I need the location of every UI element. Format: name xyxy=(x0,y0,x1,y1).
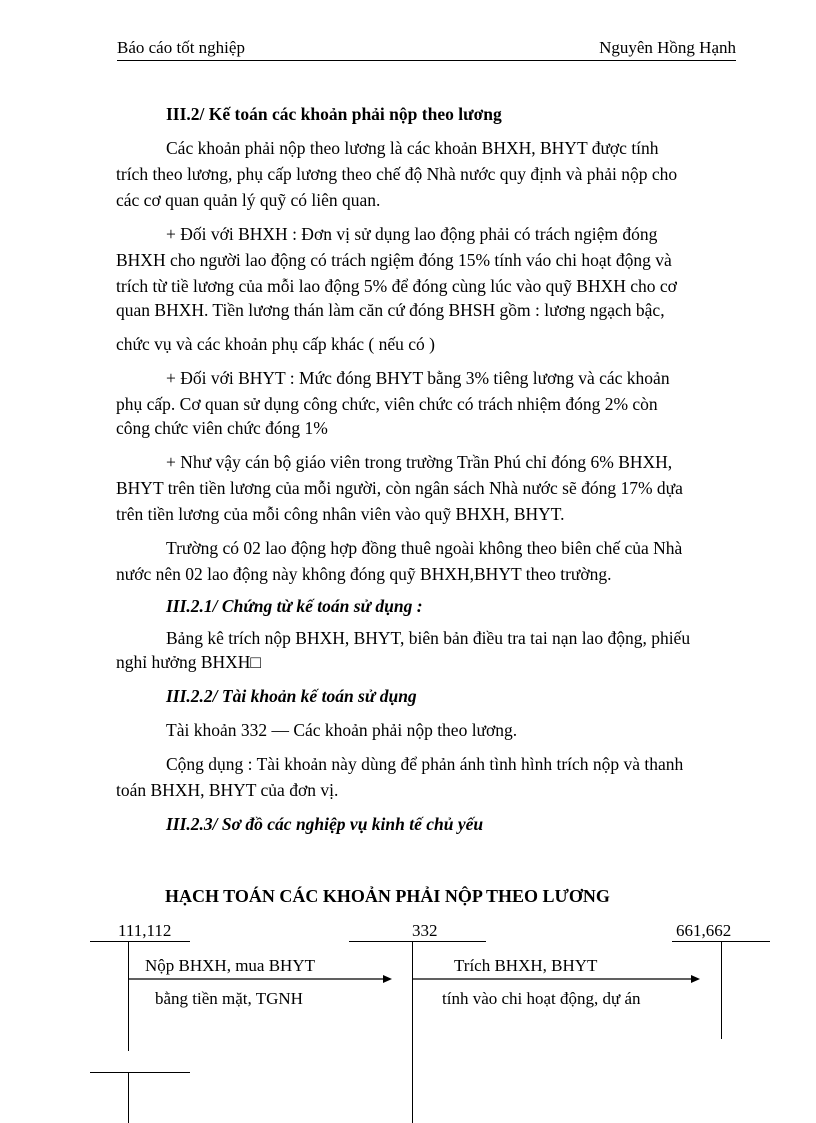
account-middle-hline xyxy=(349,941,486,942)
account-left-lower-hline xyxy=(90,1072,190,1073)
summary-line-1: + Như vậy cán bộ giáo viên trong trường Trần Phú chỉ đóng 6% BHXH, xyxy=(166,452,673,472)
account-right-vline xyxy=(721,941,722,1039)
bhxh-line-3: trích từ tiề lương của mỗi lao động 5% để đóng cùng lúc vào quỹ BHXH cho cơ xyxy=(116,276,677,296)
account-right-label: 661,662 xyxy=(676,921,732,940)
arrow1-label-line-1: Nộp BHXH, mua BHYT xyxy=(145,956,315,975)
summary-line-3: trên tiền lương của mỗi công nhân viên vào quỹ BHXH, BHYT. xyxy=(116,504,565,524)
contract-line-2: nước nên 02 lao động này không đóng quỹ BHXH,BHYT theo trường. xyxy=(116,564,612,584)
account-left-vline xyxy=(128,941,129,1051)
section-heading: III.2/ Kế toán các khoản phải nộp theo lương xyxy=(166,104,502,124)
intro-line-2: trích theo lương, phụ cấp lương theo chế độ Nhà nước quy định và phải nộp cho xyxy=(116,164,678,184)
header-right: Nguyên Hồng Hạnh xyxy=(599,38,736,57)
header-divider xyxy=(117,60,736,61)
bhxh-line-4: quan BHXH. Tiền lương thán làm căn cứ đóng BHSH gồm : lương ngạch bậc, xyxy=(116,300,665,320)
account-middle-vline xyxy=(412,941,413,1123)
bhyt-line-1: + Đối với BHYT : Mức đóng BHYT bằng 3% tiêng lương và các khoản xyxy=(166,368,670,388)
bhyt-line-3: công chức viên chức đóng 1% xyxy=(116,418,328,438)
arrow2-arrow-icon xyxy=(412,973,700,985)
sub3-heading: III.2.3/ Sơ đồ các nghiệp vụ kinh tế chủ yếu xyxy=(166,814,484,834)
bhxh-line-2: BHXH cho người lao động có trách ngiệm đóng 15% tính váo chi hoạt động và xyxy=(116,250,672,270)
sub2-account: Tài khoản 332 — Các khoản phải nộp theo lương. xyxy=(166,720,518,740)
sub2-usage-line-2: toán BHXH, BHYT của đơn vị. xyxy=(116,780,339,800)
arrow1-arrow-icon xyxy=(128,973,392,985)
arrow2-label-line-2: tính vào chi hoạt động, dự án xyxy=(442,989,641,1008)
sub1-line-1: Bảng kê trích nộp BHXH, BHYT, biên bản điều tra tai nạn lao động, phiếu xyxy=(166,628,691,648)
bhyt-line-2: phụ cấp. Cơ quan sử dụng công chức, viên chức có trách nhiệm đóng 2% còn xyxy=(116,394,658,414)
intro-line-1: Các khoản phải nộp theo lương là các khoản BHXH, BHYT được tính xyxy=(166,138,659,158)
contract-line-1: Trường có 02 lao động hợp đồng thuê ngoài không theo biên chế của Nhà xyxy=(166,538,683,558)
arrow2-label-line-1: Trích BHXH, BHYT xyxy=(454,956,598,975)
bhxh-line-5: chức vụ và các khoản phụ cấp khác ( nếu có ) xyxy=(116,334,435,354)
sub2-usage-line-1: Cộng dụng : Tài khoản này dùng để phản ánh tình hình trích nộp và thanh xyxy=(166,754,684,774)
diagram-title: HẠCH TOÁN CÁC KHOẢN PHẢI NỘP THEO LƯƠNG xyxy=(165,886,610,906)
account-left-hline xyxy=(90,941,190,942)
intro-line-3: các cơ quan quản lý quỹ có liên quan. xyxy=(116,190,381,210)
account-middle-label: 332 xyxy=(412,921,438,940)
arrow1-label-line-2: bằng tiền mặt, TGNH xyxy=(155,989,303,1008)
header-left: Báo cáo tốt nghiệp xyxy=(117,38,245,57)
sub1-line-2: nghỉ hưởng BHXH□ xyxy=(116,652,262,672)
bhxh-line-1: + Đối với BHXH : Đơn vị sử dụng lao động phải có trách ngiệm đóng xyxy=(166,224,658,244)
sub2-heading: III.2.2/ Tài khoản kế toán sử dụng xyxy=(166,686,417,706)
sub1-heading: III.2.1/ Chứng từ kế toán sử dụng : xyxy=(166,596,423,616)
account-left-label: 111,112 xyxy=(118,921,172,940)
summary-line-2: BHYT trên tiền lương của mỗi người, còn ngân sách Nhà nước sẽ đóng 17% dựa xyxy=(116,478,683,498)
account-left-lower-vline xyxy=(128,1072,129,1123)
